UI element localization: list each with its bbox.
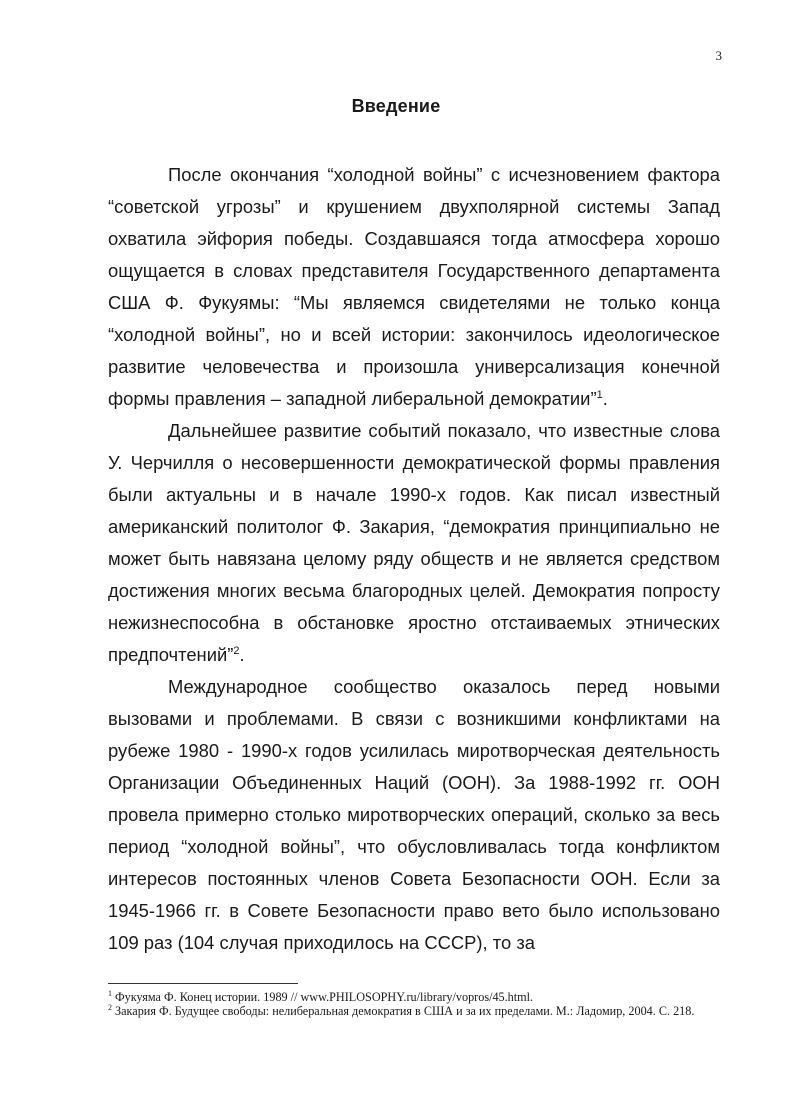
footnote-divider <box>108 983 298 984</box>
paragraph-tail: . <box>602 388 608 409</box>
page-title: Введение <box>351 96 441 116</box>
footnote-text: Фукуяма Ф. Конец истории. 1989 // www.PHILOSOPHY.ru/library/vopros/45.html. <box>115 990 534 1004</box>
footnote <box>108 990 720 1004</box>
page-number: 3 <box>715 48 722 63</box>
footnote-text: Закария Ф. Будущее свободы: нелиберальная демократия в США и за их пределами. М.: Ладомир, 2004. С. 218. <box>115 1004 695 1018</box>
footnote-mark: 1 <box>108 988 112 998</box>
paragraph-text: После окончания “холодной войны” с исчезновением фактора “советской угрозы” и крушением двухполярной системы Запад охватила эйфория победы. Создавшаяся тогда атмосфера хорошо ощущается в словах представителя Государственного департамента США Ф. Фукуямы: “Мы являемся свидетелями не только конца “холодной войны”, но и всей истории: закончилось идеологическое развитие человечества и произошла универсализация конечной формы правления – западной либеральной демократии” <box>108 164 720 409</box>
paragraph <box>108 671 720 959</box>
paragraph-text: Международное сообщество оказалось перед новыми вызовами и проблемами. В связи с возникшими конфликтами на рубеже 1980 - 1990-х годов усилилась миротворческая деятельность Организации Объединенных Наций (ООН). За 1988-1992 гг. ООН провела примерно столько миротворческих операций, сколько за весь период “холодной войны”, что обусловливалась тогда конфликтом интересов постоянных членов Совета Безопасности ООН. Если за 1945-1966 гг. в Совете Безопасности право вето было использовано 109 раз (104 случая приходилось на СССР), то за <box>108 676 720 953</box>
footnote-ref: 2 <box>233 644 240 657</box>
paragraph <box>108 159 720 415</box>
main-text <box>108 159 720 959</box>
paragraph-tail: . <box>239 644 245 665</box>
footnote-mark: 2 <box>108 1002 112 1012</box>
footnote-ref: 1 <box>596 388 603 401</box>
paragraph <box>108 415 720 671</box>
footnotes <box>108 990 720 1018</box>
footnote <box>108 1004 720 1018</box>
paragraph-text: Дальнейшее развитие событий показало, что известные слова У. Черчилля о несовершенности демократической формы правления были актуальны и в начале 1990-х годов. Как писал известный американский политолог Ф. Закария, “демократия принципиально не может быть навязана целому ряду обществ и не является средством достижения многих весьма благородных целей. Демократия попросту нежизнеспособна в обстановке яростно отстаиваемых этнических предпочтений” <box>108 420 720 665</box>
